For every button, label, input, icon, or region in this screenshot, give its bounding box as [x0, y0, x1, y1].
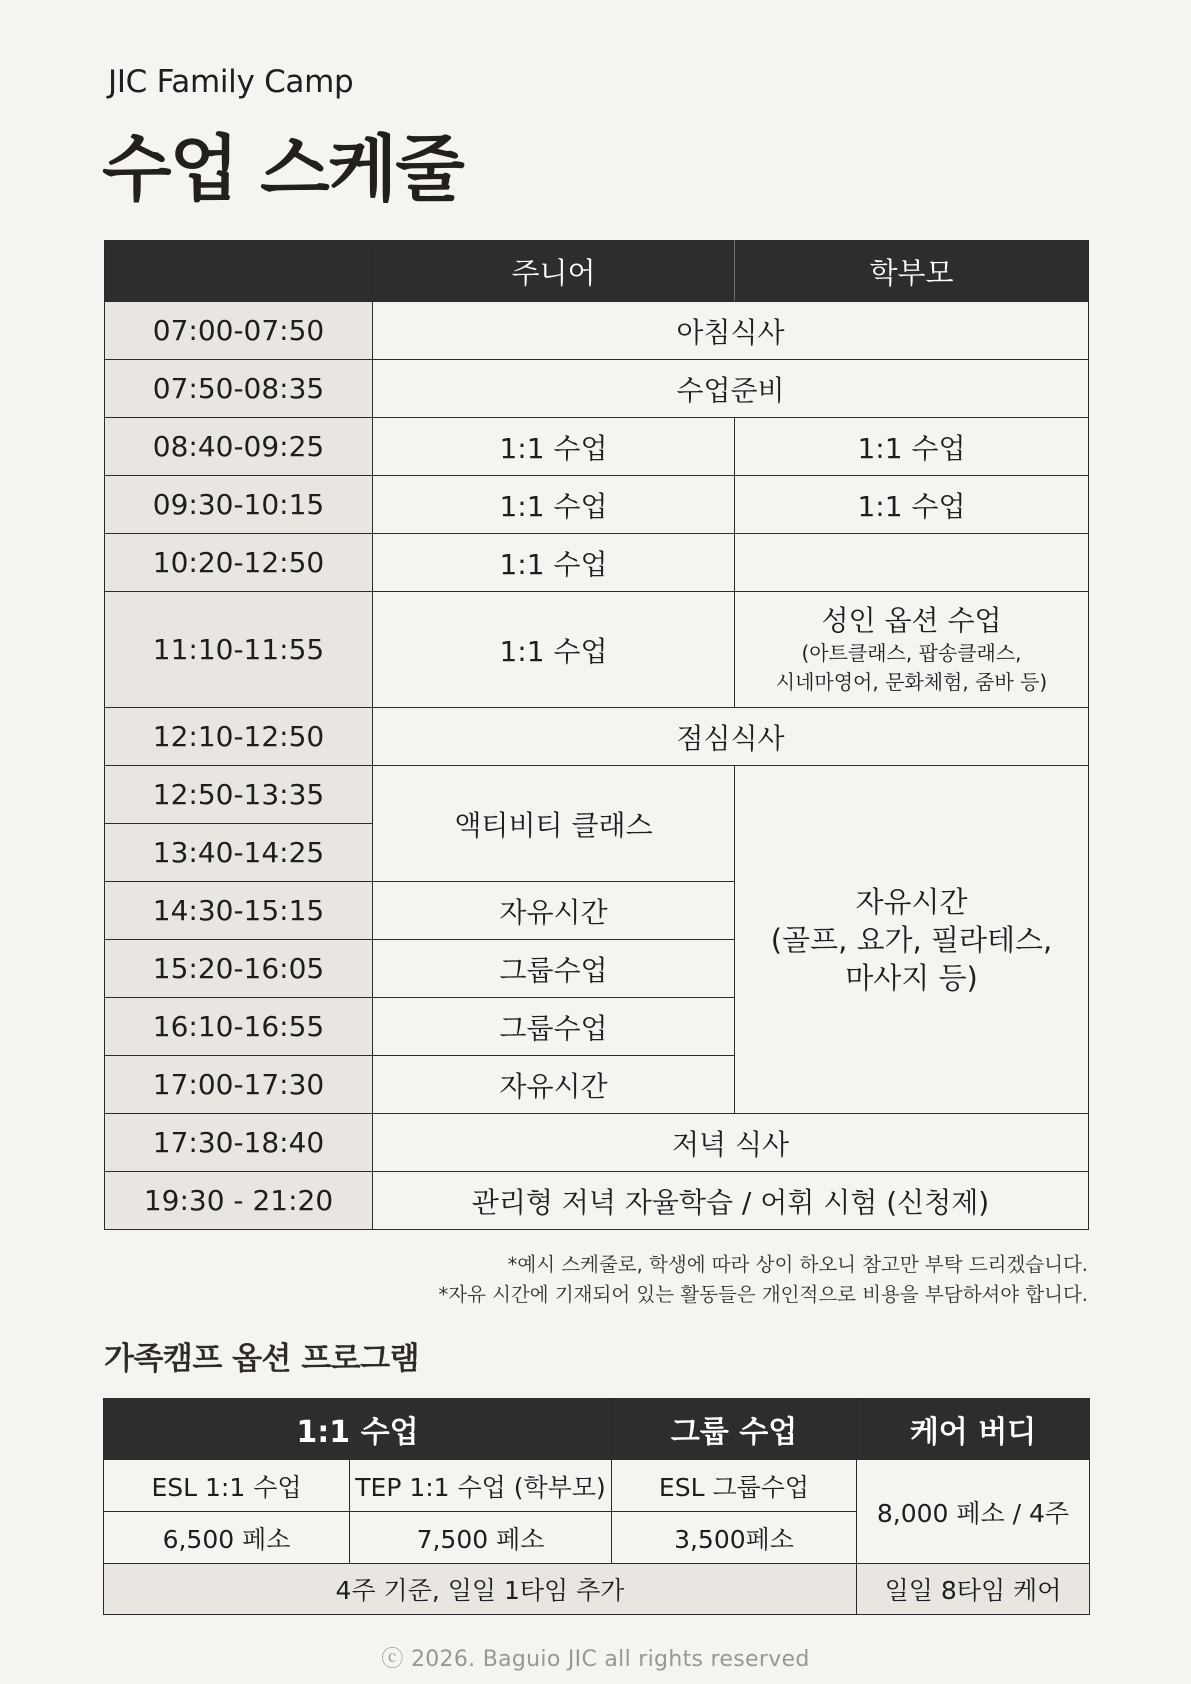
junior-cell: 그룹수업 [373, 940, 735, 998]
table-row [105, 534, 1089, 592]
options-footer-right: 일일 8타임 케어 [857, 1564, 1090, 1615]
table-row [105, 592, 1089, 708]
option-detail: (아트클래스, 팝송클래스, [801, 640, 1022, 665]
options-section-title: 가족캠프 옵션 프로그램 [104, 1341, 420, 1377]
page-title: 수업 스케줄 [102, 127, 463, 211]
time-cell: 10:20-12:50 [105, 534, 373, 592]
schedule-header-row [105, 241, 1089, 302]
schedule-notes [439, 1250, 1088, 1310]
free-detail: 마사지 등) [845, 960, 978, 995]
time-cell: 16:10-16:55 [105, 998, 373, 1056]
time-cell: 17:30-18:40 [105, 1114, 373, 1172]
care-price-cell: 8,000 페소 / 4주 [857, 1460, 1090, 1564]
table-row [105, 1114, 1089, 1172]
table-row [105, 360, 1089, 418]
span-cell: 점심식사 [373, 708, 1089, 766]
time-cell: 15:20-16:05 [105, 940, 373, 998]
time-cell: 17:00-17:30 [105, 1056, 373, 1114]
time-cell: 08:40-09:25 [105, 418, 373, 476]
span-cell: 관리형 저녁 자율학습 / 어휘 시험 (신청제) [373, 1172, 1089, 1230]
header-parent: 학부모 [735, 241, 1089, 302]
option-price-cell: 3,500페소 [612, 1512, 857, 1564]
junior-cell: 1:1 수업 [373, 534, 735, 592]
time-cell: 07:00-07:50 [105, 302, 373, 360]
table-row [105, 418, 1089, 476]
header-time [105, 241, 373, 302]
junior-cell: 자유시간 [373, 882, 735, 940]
table-row [105, 766, 1089, 824]
options-header-row [104, 1399, 1090, 1460]
option-price-cell: 6,500 페소 [104, 1512, 350, 1564]
table-row [105, 1172, 1089, 1230]
copyright: ⓒ 2026. Baguio JIC all rights reserved [381, 1647, 810, 1672]
header-private-class: 1:1 수업 [104, 1399, 612, 1460]
schedule-table [104, 240, 1089, 1230]
option-name-cell: ESL 1:1 수업 [104, 1460, 350, 1512]
junior-cell: 1:1 수업 [373, 418, 735, 476]
header-care-buddy: 케어 버디 [857, 1399, 1090, 1460]
junior-cell: 자유시간 [373, 1056, 735, 1114]
parent-cell: 1:1 수업 [735, 476, 1089, 534]
time-cell: 13:40-14:25 [105, 824, 373, 882]
time-cell: 12:50-13:35 [105, 766, 373, 824]
time-cell: 07:50-08:35 [105, 360, 373, 418]
time-cell: 12:10-12:50 [105, 708, 373, 766]
parent-free-cell [735, 766, 1089, 1114]
option-name-cell: ESL 그룹수업 [612, 1460, 857, 1512]
options-footer-left: 4주 기준, 일일 1타임 추가 [104, 1564, 857, 1615]
header-group-class: 그룹 수업 [612, 1399, 857, 1460]
activity-cell: 액티비티 클래스 [373, 766, 735, 882]
free-detail: (골프, 요가, 필라테스, [770, 922, 1053, 957]
time-cell: 19:30 - 21:20 [105, 1172, 373, 1230]
option-title: 성인 옵션 수업 [821, 603, 1002, 637]
parent-cell: 1:1 수업 [735, 418, 1089, 476]
free-title: 자유시간 [855, 884, 968, 919]
table-row [105, 476, 1089, 534]
parent-cell [735, 534, 1089, 592]
time-cell: 09:30-10:15 [105, 476, 373, 534]
table-row [104, 1460, 1090, 1512]
span-cell: 수업준비 [373, 360, 1089, 418]
table-row [104, 1564, 1090, 1615]
note-line: *자유 시간에 기재되어 있는 활동들은 개인적으로 비용을 부담하셔야 합니다. [438, 1283, 1088, 1306]
option-price-cell: 7,500 페소 [350, 1512, 612, 1564]
parent-option-cell [735, 592, 1089, 708]
junior-cell: 그룹수업 [373, 998, 735, 1056]
table-row [105, 708, 1089, 766]
options-table [103, 1398, 1090, 1615]
table-row [105, 302, 1089, 360]
option-name-cell: TEP 1:1 수업 (학부모) [350, 1460, 612, 1512]
header-junior: 주니어 [373, 241, 735, 302]
junior-cell: 1:1 수업 [373, 476, 735, 534]
time-cell: 11:10-11:55 [105, 592, 373, 708]
brand-name: JIC Family Camp [108, 64, 354, 100]
junior-cell: 1:1 수업 [373, 592, 735, 708]
time-cell: 14:30-15:15 [105, 882, 373, 940]
span-cell: 저녁 식사 [373, 1114, 1089, 1172]
note-line: *예시 스케줄로, 학생에 따라 상이 하오니 참고만 부탁 드리겠습니다. [507, 1253, 1088, 1276]
span-cell: 아침식사 [373, 302, 1089, 360]
option-detail: 시네마영어, 문화체험, 줌바 등) [775, 669, 1048, 694]
